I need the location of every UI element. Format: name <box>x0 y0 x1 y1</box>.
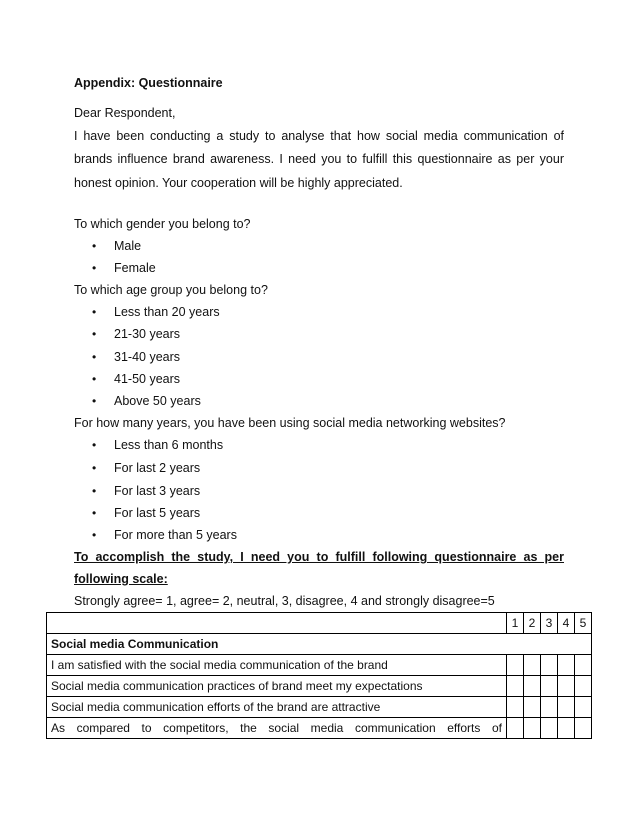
option-label: Less than 20 years <box>114 305 220 319</box>
bullet-icon: • <box>92 305 97 319</box>
rating-cell-5[interactable] <box>575 676 592 697</box>
scale-header-3: 3 <box>541 613 558 634</box>
bullet-icon: • <box>92 394 97 408</box>
table-header-row <box>47 613 592 634</box>
option-label: Above 50 years <box>114 394 201 408</box>
scale-header-5: 5 <box>575 613 592 634</box>
table-header-blank <box>47 613 507 634</box>
intro-line-1: I have been conducting a study to analyse that how social media communication of <box>74 129 564 143</box>
rating-cell-3[interactable] <box>541 655 558 676</box>
rating-cell-3[interactable] <box>541 718 558 739</box>
instruction-line-2: following scale: <box>74 572 168 586</box>
bullet-icon: • <box>92 239 97 253</box>
option-label: For last 5 years <box>114 506 201 520</box>
scale-header-4: 4 <box>558 613 575 634</box>
bullet-icon: • <box>92 461 97 475</box>
table-section-row <box>47 634 592 655</box>
bullet-icon: • <box>92 528 97 542</box>
option-usage-4[interactable] <box>92 506 200 520</box>
bullet-icon: • <box>92 506 97 520</box>
option-label: Less than 6 months <box>114 438 224 452</box>
rating-cell-4[interactable] <box>558 676 575 697</box>
table-row <box>47 676 592 697</box>
rating-cell-5[interactable] <box>575 655 592 676</box>
option-label: 21-30 years <box>114 327 181 341</box>
bullet-icon: • <box>92 438 97 452</box>
rating-cell-4[interactable] <box>558 697 575 718</box>
option-age-4[interactable] <box>92 372 180 386</box>
option-usage-5[interactable] <box>92 528 237 542</box>
option-label: Male <box>114 239 142 253</box>
question-usage-years: For how many years, you have been using social media networking websites? <box>74 416 506 430</box>
rating-cell-4[interactable] <box>558 655 575 676</box>
table-row <box>47 718 592 739</box>
question-age-group: To which age group you belong to? <box>74 283 268 297</box>
scale-header-1: 1 <box>507 613 524 634</box>
option-female[interactable] <box>92 261 156 275</box>
statement-cell: Social media communication practices of brand meet my expectations <box>47 676 507 697</box>
intro-line-2: brands influence brand awareness. I need you to fulfill this questionnaire as per your <box>74 152 564 166</box>
page-title: Appendix: Questionnaire <box>74 76 223 90</box>
option-age-5[interactable] <box>92 394 201 408</box>
rating-cell-3[interactable] <box>541 697 558 718</box>
bullet-icon: • <box>92 372 97 386</box>
option-label: For more than 5 years <box>114 528 237 542</box>
table-row <box>47 655 592 676</box>
statement-cell: As compared to competitors, the social media communication efforts of <box>47 718 507 739</box>
bullet-icon: • <box>92 350 97 364</box>
likert-table <box>46 612 592 739</box>
rating-cell-1[interactable] <box>507 718 524 739</box>
bullet-icon: • <box>92 261 97 275</box>
rating-cell-1[interactable] <box>507 697 524 718</box>
table-row <box>47 697 592 718</box>
option-age-2[interactable] <box>92 327 180 341</box>
statement-cell: I am satisfied with the social media communication of the brand <box>47 655 507 676</box>
section-title: Social media Communication <box>47 634 592 655</box>
rating-cell-1[interactable] <box>507 676 524 697</box>
bullet-icon: • <box>92 484 97 498</box>
option-usage-3[interactable] <box>92 484 200 498</box>
rating-cell-2[interactable] <box>524 697 541 718</box>
rating-cell-4[interactable] <box>558 718 575 739</box>
option-usage-1[interactable] <box>92 438 223 452</box>
rating-cell-3[interactable] <box>541 676 558 697</box>
option-label: Female <box>114 261 156 275</box>
option-age-3[interactable] <box>92 350 180 364</box>
rating-cell-2[interactable] <box>524 655 541 676</box>
option-male[interactable] <box>92 239 141 253</box>
scale-description: Strongly agree= 1, agree= 2, neutral, 3, disagree, 4 and strongly disagree=5 <box>74 594 495 608</box>
greeting: Dear Respondent, <box>74 106 176 120</box>
option-age-1[interactable] <box>92 305 220 319</box>
rating-cell-5[interactable] <box>575 718 592 739</box>
rating-cell-2[interactable] <box>524 676 541 697</box>
question-gender: To which gender you belong to? <box>74 217 251 231</box>
statement-cell: Social media communication efforts of the brand are attractive <box>47 697 507 718</box>
bullet-icon: • <box>92 327 97 341</box>
option-label: For last 3 years <box>114 484 201 498</box>
option-label: For last 2 years <box>114 461 201 475</box>
intro-line-3: honest opinion. Your cooperation will be highly appreciated. <box>74 176 403 190</box>
instruction-line-1: To accomplish the study, I need you to fulfill following questionnaire as per <box>74 550 564 564</box>
rating-cell-1[interactable] <box>507 655 524 676</box>
rating-cell-2[interactable] <box>524 718 541 739</box>
scale-header-2: 2 <box>524 613 541 634</box>
option-usage-2[interactable] <box>92 461 200 475</box>
option-label: 31-40 years <box>114 350 181 364</box>
rating-cell-5[interactable] <box>575 697 592 718</box>
option-label: 41-50 years <box>114 372 181 386</box>
